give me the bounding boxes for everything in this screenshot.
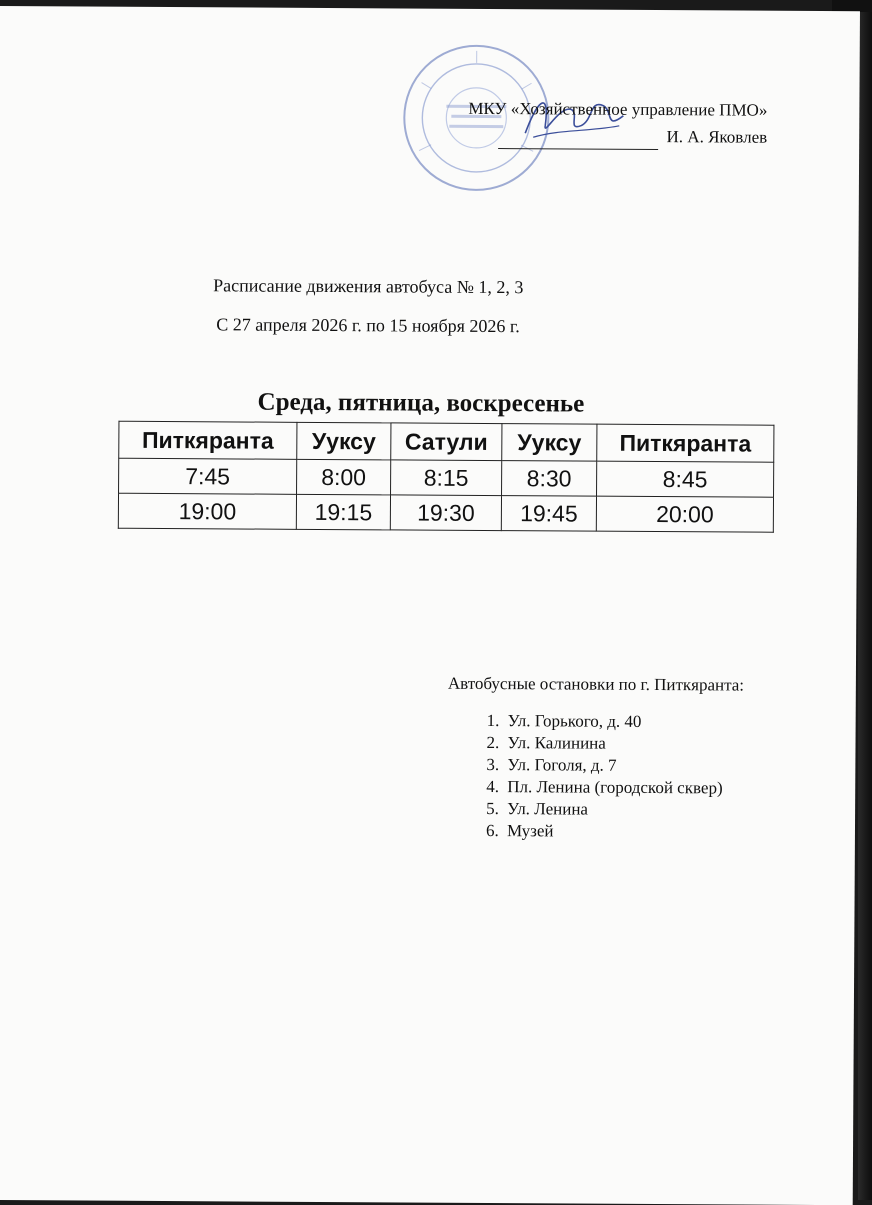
- time-cell: 7:45: [119, 458, 297, 494]
- list-item: 4. Пл. Ленина (городской сквер): [503, 776, 723, 799]
- document-title: Расписание движения автобуса № 1, 2, 3: [0, 274, 738, 300]
- time-cell: 8:15: [391, 460, 502, 496]
- approval-block: [468, 95, 767, 151]
- approval-signatory: И. А. Яковлев: [667, 127, 768, 147]
- approval-organization: МКУ «Хозяйственное управление ПМО»: [468, 95, 767, 124]
- time-cell: 19:00: [118, 493, 296, 529]
- time-cell: 8:00: [297, 459, 391, 495]
- document-page: [0, 6, 860, 1205]
- table-row: [118, 493, 773, 532]
- signature-line: [498, 130, 658, 150]
- time-cell: 8:45: [597, 461, 774, 497]
- time-cell: 19:30: [390, 495, 501, 531]
- time-cell: 20:00: [596, 496, 773, 532]
- list-item: 6. Музей: [503, 820, 723, 843]
- header-cell: Сатули: [391, 423, 502, 461]
- list-item: 2. Ул. Калинина: [503, 732, 723, 755]
- header-cell: Ууксу: [502, 424, 597, 462]
- stops-list: [475, 710, 723, 844]
- schedule-table: [118, 421, 775, 533]
- list-item: 1. Ул. Горького, д. 40: [504, 710, 724, 733]
- list-item: 5. Ул. Ленина: [503, 798, 723, 821]
- table-header-row: [119, 421, 774, 462]
- time-cell: 19:15: [296, 494, 390, 530]
- document-period: С 27 апреля 2026 г. по 15 ноября 2026 г.: [0, 313, 738, 339]
- scan-edge: [858, 0, 872, 1200]
- header-cell: Питкяранта: [597, 424, 774, 462]
- header-cell: Ууксу: [297, 422, 391, 460]
- time-cell: 19:45: [501, 496, 596, 532]
- table-row: [119, 458, 774, 497]
- stops-title: Автобусные остановки по г. Питкяранта:: [448, 674, 744, 696]
- time-cell: 8:30: [502, 461, 597, 497]
- days-heading: Среда, пятница, воскресенье: [257, 389, 584, 419]
- header-cell: Питкяранта: [119, 421, 297, 459]
- list-item: 3. Ул. Гоголя, д. 7: [503, 754, 723, 777]
- approval-signatory-line: [468, 122, 767, 151]
